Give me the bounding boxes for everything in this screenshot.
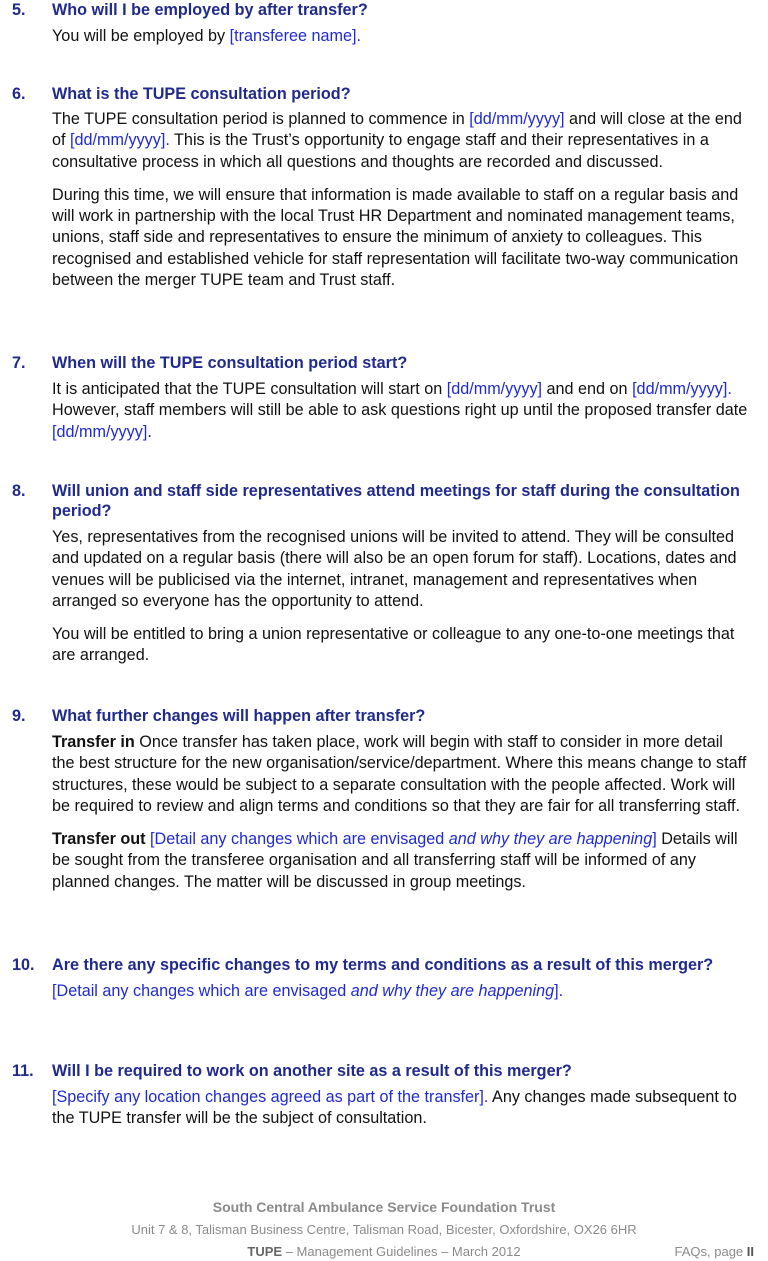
- question-6: [12, 84, 748, 291]
- answer-paragraph: During this time, we will ensure that information is made available to staff on a regular basis and will work in partnership with the local Trust HR Department and nominated management teams, unions, staff side and representatives to ensure the minimum of anxiety to colleagues. This recognised and established vehicle for staff representation will facilitate two-way communication between the merger TUPE team and Trust staff.: [52, 185, 739, 290]
- question-title: When will the TUPE consultation period start?: [52, 354, 408, 372]
- question-9: [12, 706, 748, 893]
- question-number: 10.: [12, 956, 35, 974]
- footer-organisation: South Central Ambulance Service Foundation Trust: [212, 1199, 556, 1215]
- transfer-out-label: Transfer out: [52, 830, 146, 849]
- question-title: What is the TUPE consultation period?: [52, 85, 351, 103]
- question-11: [12, 1061, 748, 1130]
- answer: [Specify any location changes agreed as part of the transfer]. Any changes made subsequent to the TUPE transfer will be the subject of consultation.: [52, 1088, 737, 1128]
- question-number: 11.: [12, 1062, 34, 1080]
- answer-paragraph: Yes, representatives from the recognised unions will be invited to attend. They will be consulted and updated on a regular basis (there will also be an open forum for staff). Locations, dates and venues will be publicised via the internet, intranet, management and representatives when arranged so everyone has the opportunity to attend.: [52, 528, 737, 610]
- question-title: Are there any specific changes to my terms and conditions as a result of this merger?: [52, 956, 714, 974]
- answer: [Detail any changes which are envisaged and why they are happening].: [52, 982, 564, 1000]
- placeholder-transferee: [transferee name].: [229, 27, 361, 45]
- question-title: What further changes will happen after transfer?: [52, 707, 426, 725]
- answer: Transfer in Once transfer has taken place, work will begin with staff to consider in more detail the best structure for the new organisation/service/department. Where this means change to staff structures, these would be subject to a separate consultation with the people affected. Work will be required to review and align terms and conditions so that they are fair for all transferring staff. Transfer out [Detail any changes which are envisaged and why they are happening] Details will be sought from the transferee organisation and all transferring staff will be informed of any planned changes. The matter will be discussed in group meetings.: [52, 733, 747, 891]
- footer-address: Unit 7 & 8, Talisman Business Centre, Talisman Road, Bicester, Oxfordshire, OX26 6HR: [131, 1222, 637, 1237]
- question-number: 7.: [12, 354, 26, 372]
- answer-paragraph: You will be entitled to bring a union representative or colleague to any one-to-one meetings that are arranged.: [52, 625, 735, 665]
- question-title: Who will I be employed by after transfer?: [52, 1, 368, 19]
- footer-document: TUPE – Management Guidelines – March 2012: [247, 1244, 521, 1259]
- question-number: 9.: [12, 707, 26, 725]
- question-title: Will union and staff side representatives attend meetings for staff during the consultation period?: [52, 482, 740, 520]
- question-number: 6.: [12, 85, 26, 103]
- answer: It is anticipated that the TUPE consultation will start on [dd/mm/yyyy] and end on [dd/mm/yyyy]. However, staff members will still be able to ask questions right up until the proposed transfer date [dd/mm/yyyy].: [52, 380, 748, 441]
- footer-page-number: FAQs, page II: [674, 1244, 754, 1259]
- question-10: [12, 955, 748, 1002]
- answer: [52, 527, 748, 667]
- answer: You will be employed by [transferee name].: [52, 27, 361, 45]
- question-8: [12, 481, 748, 667]
- answer: The TUPE consultation period is planned to commence in [dd/mm/yyyy] and will close at the end of [dd/mm/yyyy]. This is the Trust’s opportunity to engage staff and their representatives in a consultative process in which all questions and thoughts are recorded and discussed. During this time, we will ensure that information is made available to staff on a regular basis and will work in partnership with the local Trust HR Department and nominated management teams, unions, staff side and representatives to ensure the minimum of anxiety to colleagues. This recognised and established vehicle for staff representation will facilitate two-way communication between the merger TUPE team and Trust staff.: [52, 109, 748, 291]
- question-5: [12, 0, 748, 47]
- question-7: [12, 353, 748, 443]
- question-number: 5.: [12, 1, 26, 19]
- question-number: 8.: [12, 482, 26, 500]
- question-title: Will I be required to work on another site as a result of this merger?: [52, 1062, 572, 1080]
- transfer-in-label: Transfer in: [52, 733, 135, 751]
